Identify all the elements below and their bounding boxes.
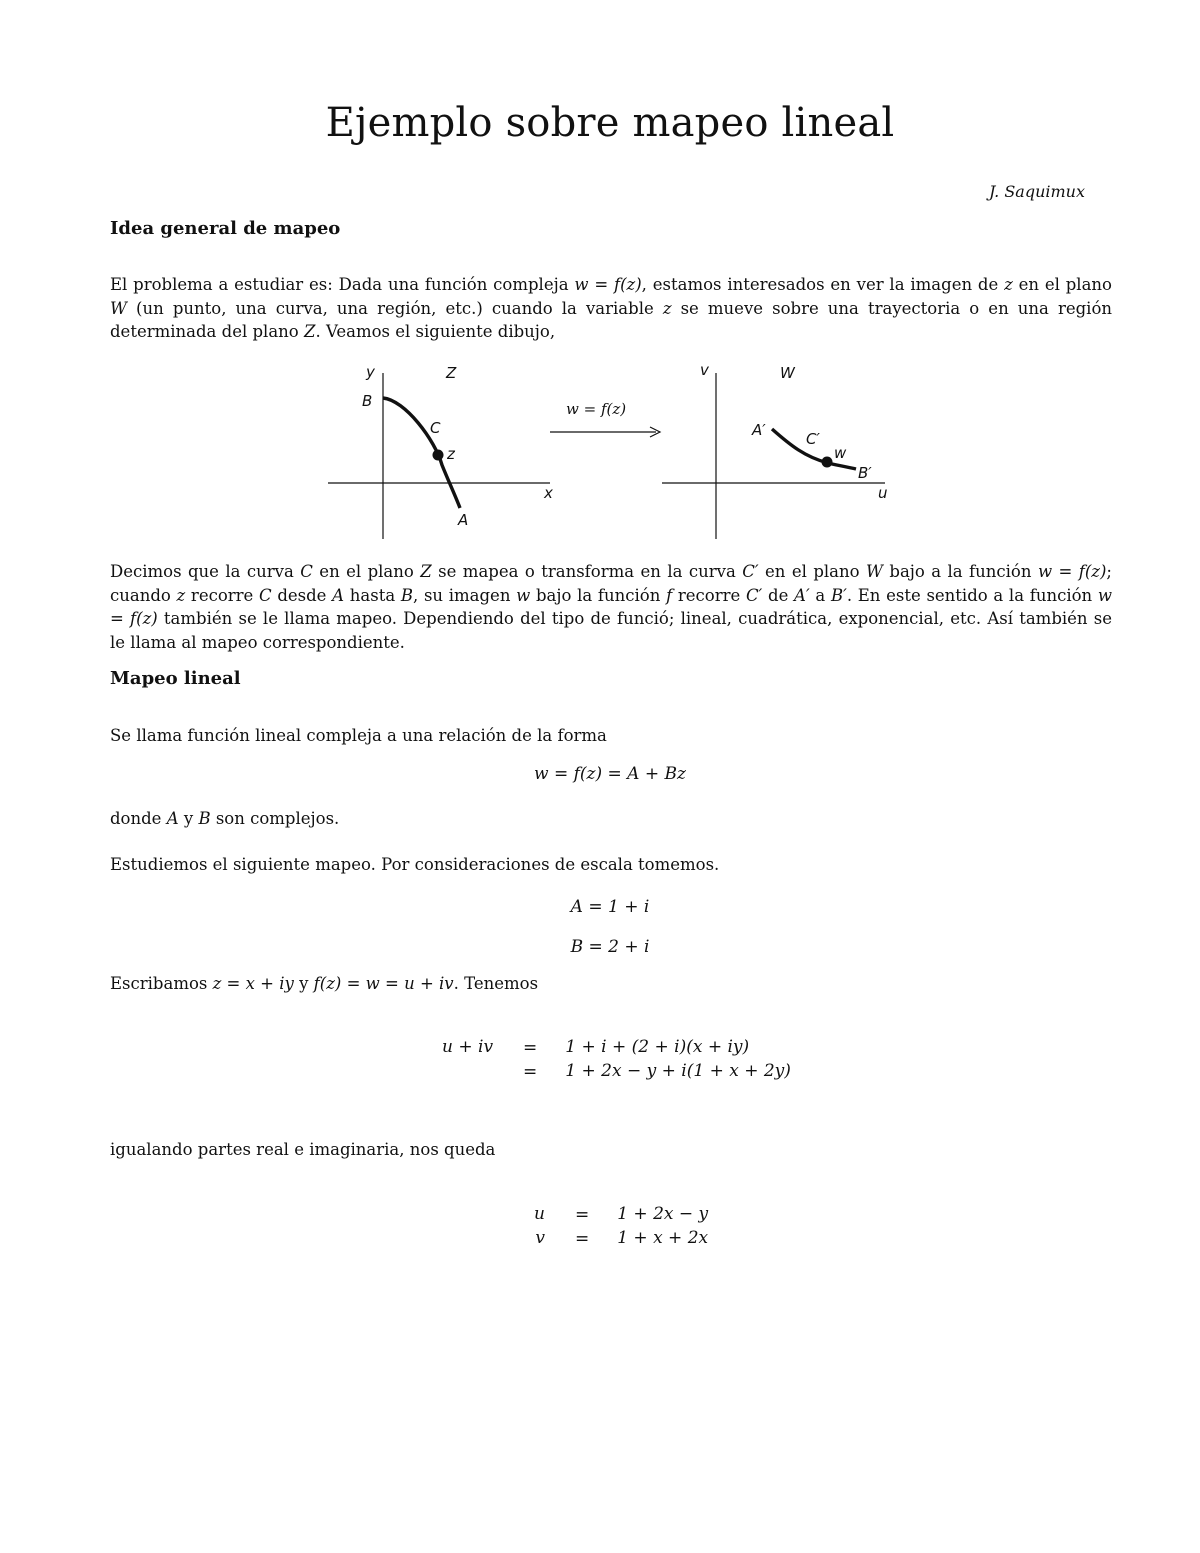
arrow-label: w = f(z) (566, 400, 627, 418)
equation-rhs: 1 + 2x − y + i(1 + x + 2y) (565, 1061, 791, 1081)
equation-rhs: 1 + x + 2x (617, 1228, 709, 1248)
w-plane-point-w-label: w (834, 444, 847, 462)
equation-row (432, 1060, 801, 1084)
equation-rel: = (523, 1038, 538, 1058)
point-w (822, 457, 833, 468)
study-text: Estudiemos el siguiente mapeo. Por consideraciones de escala tomemos. (110, 855, 720, 874)
z-plane-curve-C-label: C (430, 419, 441, 437)
mapping-figure (0, 355, 1200, 555)
result-equations (524, 1203, 718, 1251)
equation-lhs: v (535, 1228, 545, 1248)
z-plane-point-A: A (458, 511, 469, 529)
mapping-arrow (550, 427, 660, 437)
equation-B: B = 2 + i (570, 937, 650, 957)
w-plane-point-B-prime: B′ (858, 464, 872, 482)
equation-row (524, 1227, 718, 1251)
donde-text: donde A y B son complejos. (110, 809, 340, 828)
equation-rel: = (523, 1062, 538, 1082)
z-plane-y-label: y (366, 363, 375, 381)
equation-lhs (432, 1060, 505, 1084)
w-plane-label: W (780, 364, 795, 382)
section-heading-idea: Idea general de mapeo (110, 218, 341, 239)
page-title: Ejemplo sobre mapeo lineal (325, 100, 895, 146)
equation-rel: = (574, 1205, 590, 1225)
equation-A: A = 1 + i (570, 897, 650, 917)
point-z (433, 450, 444, 461)
section-heading-mapeo-lineal: Mapeo lineal (110, 668, 241, 689)
w-plane-point-A-prime: A′ (752, 421, 766, 439)
after-figure-paragraph: Decimos que la curva C en el plano Z se mapea o transforma en la curva C′ en el plano W bajo a la función w = f(z); cuando z recorre C desde A hasta B, su imagen w bajo la función f recorre C′ de A′ a B′. En este sentido a la función w = f(z) también se le llama mapeo. Dependiendo del tipo de funció; lineal, cuadrática, exponencial, etc. Así también se le llama al mapeo correspondiente. (110, 562, 1113, 652)
intro-paragraph: El problema a estudiar es: Dada una función compleja w = f(z), estamos interesados en ver la imagen de z en el plano W (un punto, una curva, una región, etc.) cuando la variable z se mueve sobre una trayectoria o en una región determinada del plano Z. Veamos el siguiente dibujo, (110, 275, 1113, 341)
equation-row (524, 1203, 718, 1227)
equation-rel: = (574, 1229, 590, 1249)
equation-lhs: u + iv (442, 1037, 494, 1057)
z-plane-point-B: B (362, 392, 373, 410)
write-text: Escribamos z = x + iy y f(z) = w = u + iv. Tenemos (110, 974, 539, 993)
equation-lhs: u (534, 1204, 545, 1224)
definition-equation: w = f(z) = A + Bz (534, 764, 686, 784)
w-plane-u-label: u (878, 484, 888, 502)
z-plane-point-z-label: z (447, 445, 455, 463)
w-plane-v-label: v (700, 361, 709, 379)
equating-text: igualando partes real e imaginaria, nos queda (110, 1140, 496, 1159)
z-plane-label: Z (446, 364, 457, 382)
w-plane-curve-C-prime-label: C′ (806, 430, 820, 448)
expansion-equations (432, 1036, 801, 1084)
definition-text: Se llama función lineal compleja a una relación de la forma (110, 726, 607, 745)
equation-rhs: 1 + 2x − y (617, 1204, 709, 1224)
w-plane-axes (662, 373, 885, 539)
equation-rhs: 1 + i + (2 + i)(x + iy) (565, 1037, 750, 1057)
z-plane-x-label: x (544, 484, 553, 502)
equation-row (432, 1036, 801, 1060)
author: J. Saquimux (988, 182, 1085, 201)
